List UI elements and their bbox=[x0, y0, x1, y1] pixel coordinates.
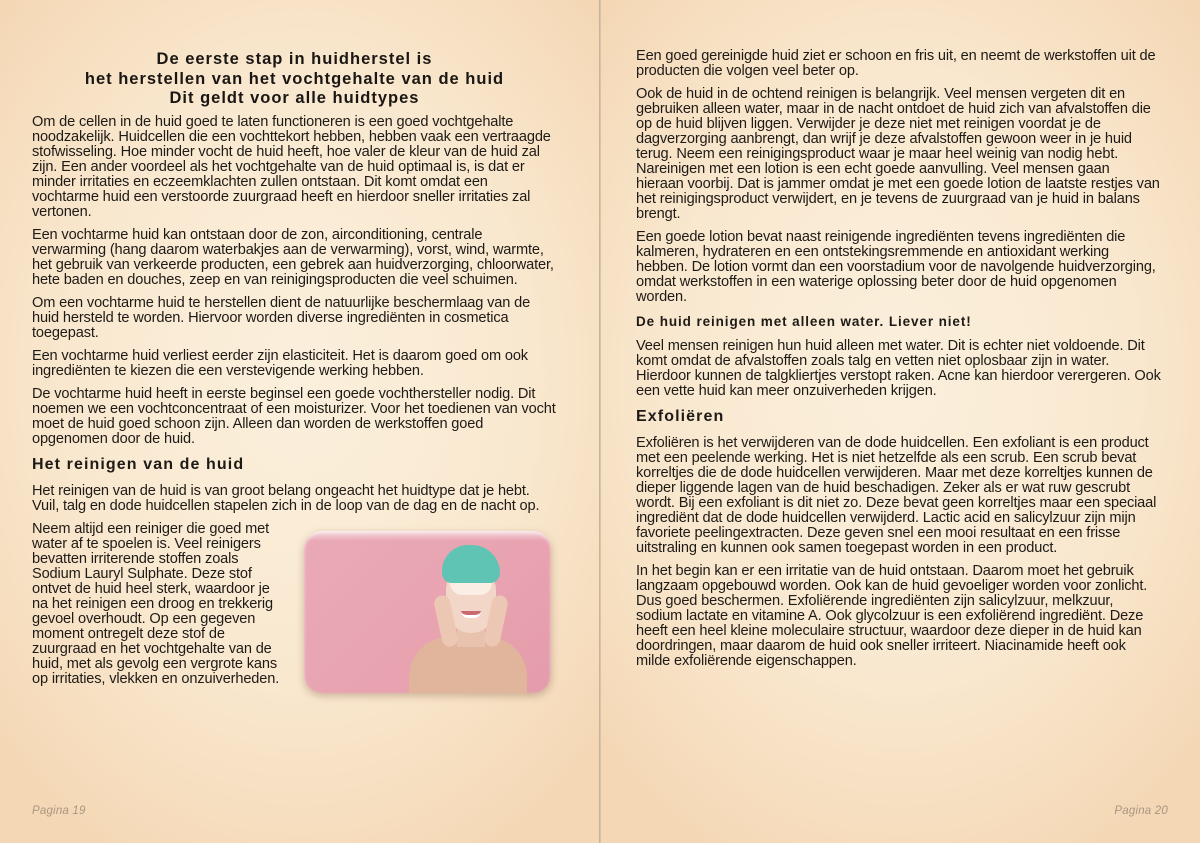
paragraph: Neem altijd een reiniger die goed met water af te spoelen is. Veel reinigers bevatten irriterende stoffen zoals Sodium Lauryl Sulphate. Deze stof ontvet de huid heel sterk, waardoor je na het reinigen een droog en trekkerig gevoel overhoudt. Op een gegeven moment ontregelt deze stof de zuurgraad en het vochtgehalte van de huid, met als gevolg een vergrote kans op irritaties, vlekken en onzuiverheden. bbox=[32, 520, 280, 687]
face-cleansing-photo bbox=[304, 531, 551, 693]
photo-gloss bbox=[304, 531, 551, 541]
photo-towel bbox=[442, 545, 500, 583]
paragraph: Veel mensen reinigen hun huid alleen met water. Dit is echter niet voldoende. Dit komt omdat de afvalstoffen zoals talg en vetten niet oplosbaar zijn in water. Hierdoor kunnen de talgkliertjes verstopt raken. Acne kan hierdoor verergeren. Ook een vette huid kan meer onzuiverheden krijgen. bbox=[636, 338, 1161, 399]
paragraph: Exfoliëren is het verwijderen van de dode huidcellen. Een exfoliant is een product met een peelende werking. Het is niet hetzelfde als een scrub. Een scrub bevat korreltjes die de dode huidcellen verwijderen. Maar met deze korreltjes kunnen de dieper liggende lagen van de huid beschadigen. Zeker als er wat ruw gescrubt wordt. Bij een exfoliant is dit niet zo. Deze bevat geen korreltjes maar een speciaal ingrediënt dat de dode huidcellen verwijderd. Lactic acid en salicylzuur zijn mijn favoriete peelingextracten. Deze geven snel een mooi resultaat en een frisse uitstraling en kunnen ook samen toegepast worden in een product. bbox=[636, 435, 1157, 556]
photo-smile bbox=[461, 611, 481, 618]
right-page bbox=[600, 0, 1200, 843]
paragraph: Een vochtarme huid kan ontstaan door de zon, airconditioning, centrale verwarming (hang daarom waterbakjes aan de verwarming), vorst, wind, warmte, het gebruik van verkeerde producten, een gebrek aan huidverzorging, chloorwater, hete baden en douches, zeep en van reinigingsproducten die veel schuimen. bbox=[32, 226, 554, 288]
paragraph: De vochtarme huid heeft in eerste beginsel een goede vochthersteller nodig. Dit noemen we een vochtconcentraat of een moisturizer. Voor het toedienen van vocht moet de huid goed schoon zijn. Alleen dan worden de werkstoffen goed opgenomen door de huid. bbox=[32, 385, 556, 447]
right-page-content bbox=[636, 49, 1161, 677]
section-heading-cleansing: Het reinigen van de huid bbox=[32, 455, 245, 473]
paragraph: In het begin kan er een irritatie van de huid ontstaan. Daarom moet het gebruik langzaam opgebouwd worden. Ook kan de huid gevoeliger worden voor zonlicht. Dus goed beschermen. Exfoliërende ingrediënten zijn salicylzuur, melkzuur, sodium lactate en vitamine A. Ook glycolzuur is een exfoliërend ingrediënt. Deze heeft een heel kleine moleculaire structuur, waardoor deze dieper in de huid kan doordringen, maar daarom de huid ook sneller irriteert. Niacinamide heeft ook milde exfoliërende eigenschappen. bbox=[636, 563, 1148, 669]
title-line: Dit geldt voor alle huidtypes bbox=[169, 89, 420, 107]
paragraph: Om de cellen in de huid goed te laten functioneren is een goed vochtgehalte noodzakelijk. Huidcellen die een vochttekort hebben, hebben vaak een vertraagde stofwisseling. Hoe minder vocht de huid heeft, hoe valer de kleur van de huid zal zijn. Een ander voordeel als het vochtgehalte van de huid optimaal is, is dat er minder irritaties en eczeemklachten zullen ontstaan. Dit komt omdat een vochtarme huid een verstoorde zuurgraad heeft en hierdoor sneller irritaties zal vertonen. bbox=[32, 113, 551, 220]
title-line: het herstellen van het vochtgehalte van de huid bbox=[84, 69, 505, 88]
page-number-left: Pagina 19 bbox=[32, 805, 86, 817]
float-text-column bbox=[32, 522, 284, 695]
left-page-content bbox=[32, 50, 557, 717]
section-heading-exfoliating: Exfoliëren bbox=[636, 408, 725, 425]
paragraph: Een goede lotion bevat naast reinigende ingrediënten tevens ingrediënten die kalmeren, hydrateren en een ontstekingsremmende en antioxidant werking hebben. De lotion vormt dan een voorstadium voor de navolgende huidverzorging, omdat werkstoffen in een waterige oplossing beter door de huid opgenomen worden. bbox=[636, 229, 1156, 305]
title-line: De eerste stap in huidherstel is bbox=[156, 50, 433, 68]
paragraph: Ook de huid in de ochtend reinigen is belangrijk. Veel mensen vergeten dit en gebruiken alleen water, maar in de nacht ontdoet de huid zich van afvalstoffen die op de huid blijven liggen. Verwijder je deze niet met reinigen voordat je de dagverzorging aanbrengt, dan wrijf je deze afvalstoffen gewoon weer in je huid terug. Neem een reinigingsproduct waar je maar heel weinig van nodig hebt. Nareinigen met een lotion is een echt goede aanvulling. Veel mensen gaan hieraan voorbij. Dat is jammer omdat je met een goede lotion de laatste restjes van het reinigingsproduct verwijdert, en je tevens de zuurgraad van je huid in balans brengt. bbox=[636, 86, 1160, 222]
paragraph: Een vochtarme huid verliest eerder zijn elasticiteit. Het is daarom goed om ook ingrediënten te kiezen die een verstevigende werking hebben. bbox=[32, 347, 528, 379]
paragraph: Om een vochtarme huid te herstellen dient de natuurlijke beschermlaag van de huid hersteld te worden. Hiervoor worden diverse ingrediënten in cosmetica toegepast. bbox=[32, 294, 531, 341]
text-with-image bbox=[32, 522, 557, 717]
paragraph: Een goed gereinigde huid ziet er schoon en fris uit, en neemt de werkstoffen uit de producten die volgen veel beter op. bbox=[636, 48, 1156, 79]
page-number-right: Pagina 20 bbox=[1114, 805, 1168, 817]
paragraph: Het reinigen van de huid is van groot belang ongeacht het huidtype dat je hebt. Vuil, talg en dode huidcellen stapelen zich in de loop van de dag en de nacht op. bbox=[32, 482, 540, 514]
page-title bbox=[32, 50, 557, 109]
subheading-water-only: De huid reinigen met alleen water. Liever niet! bbox=[636, 314, 972, 329]
